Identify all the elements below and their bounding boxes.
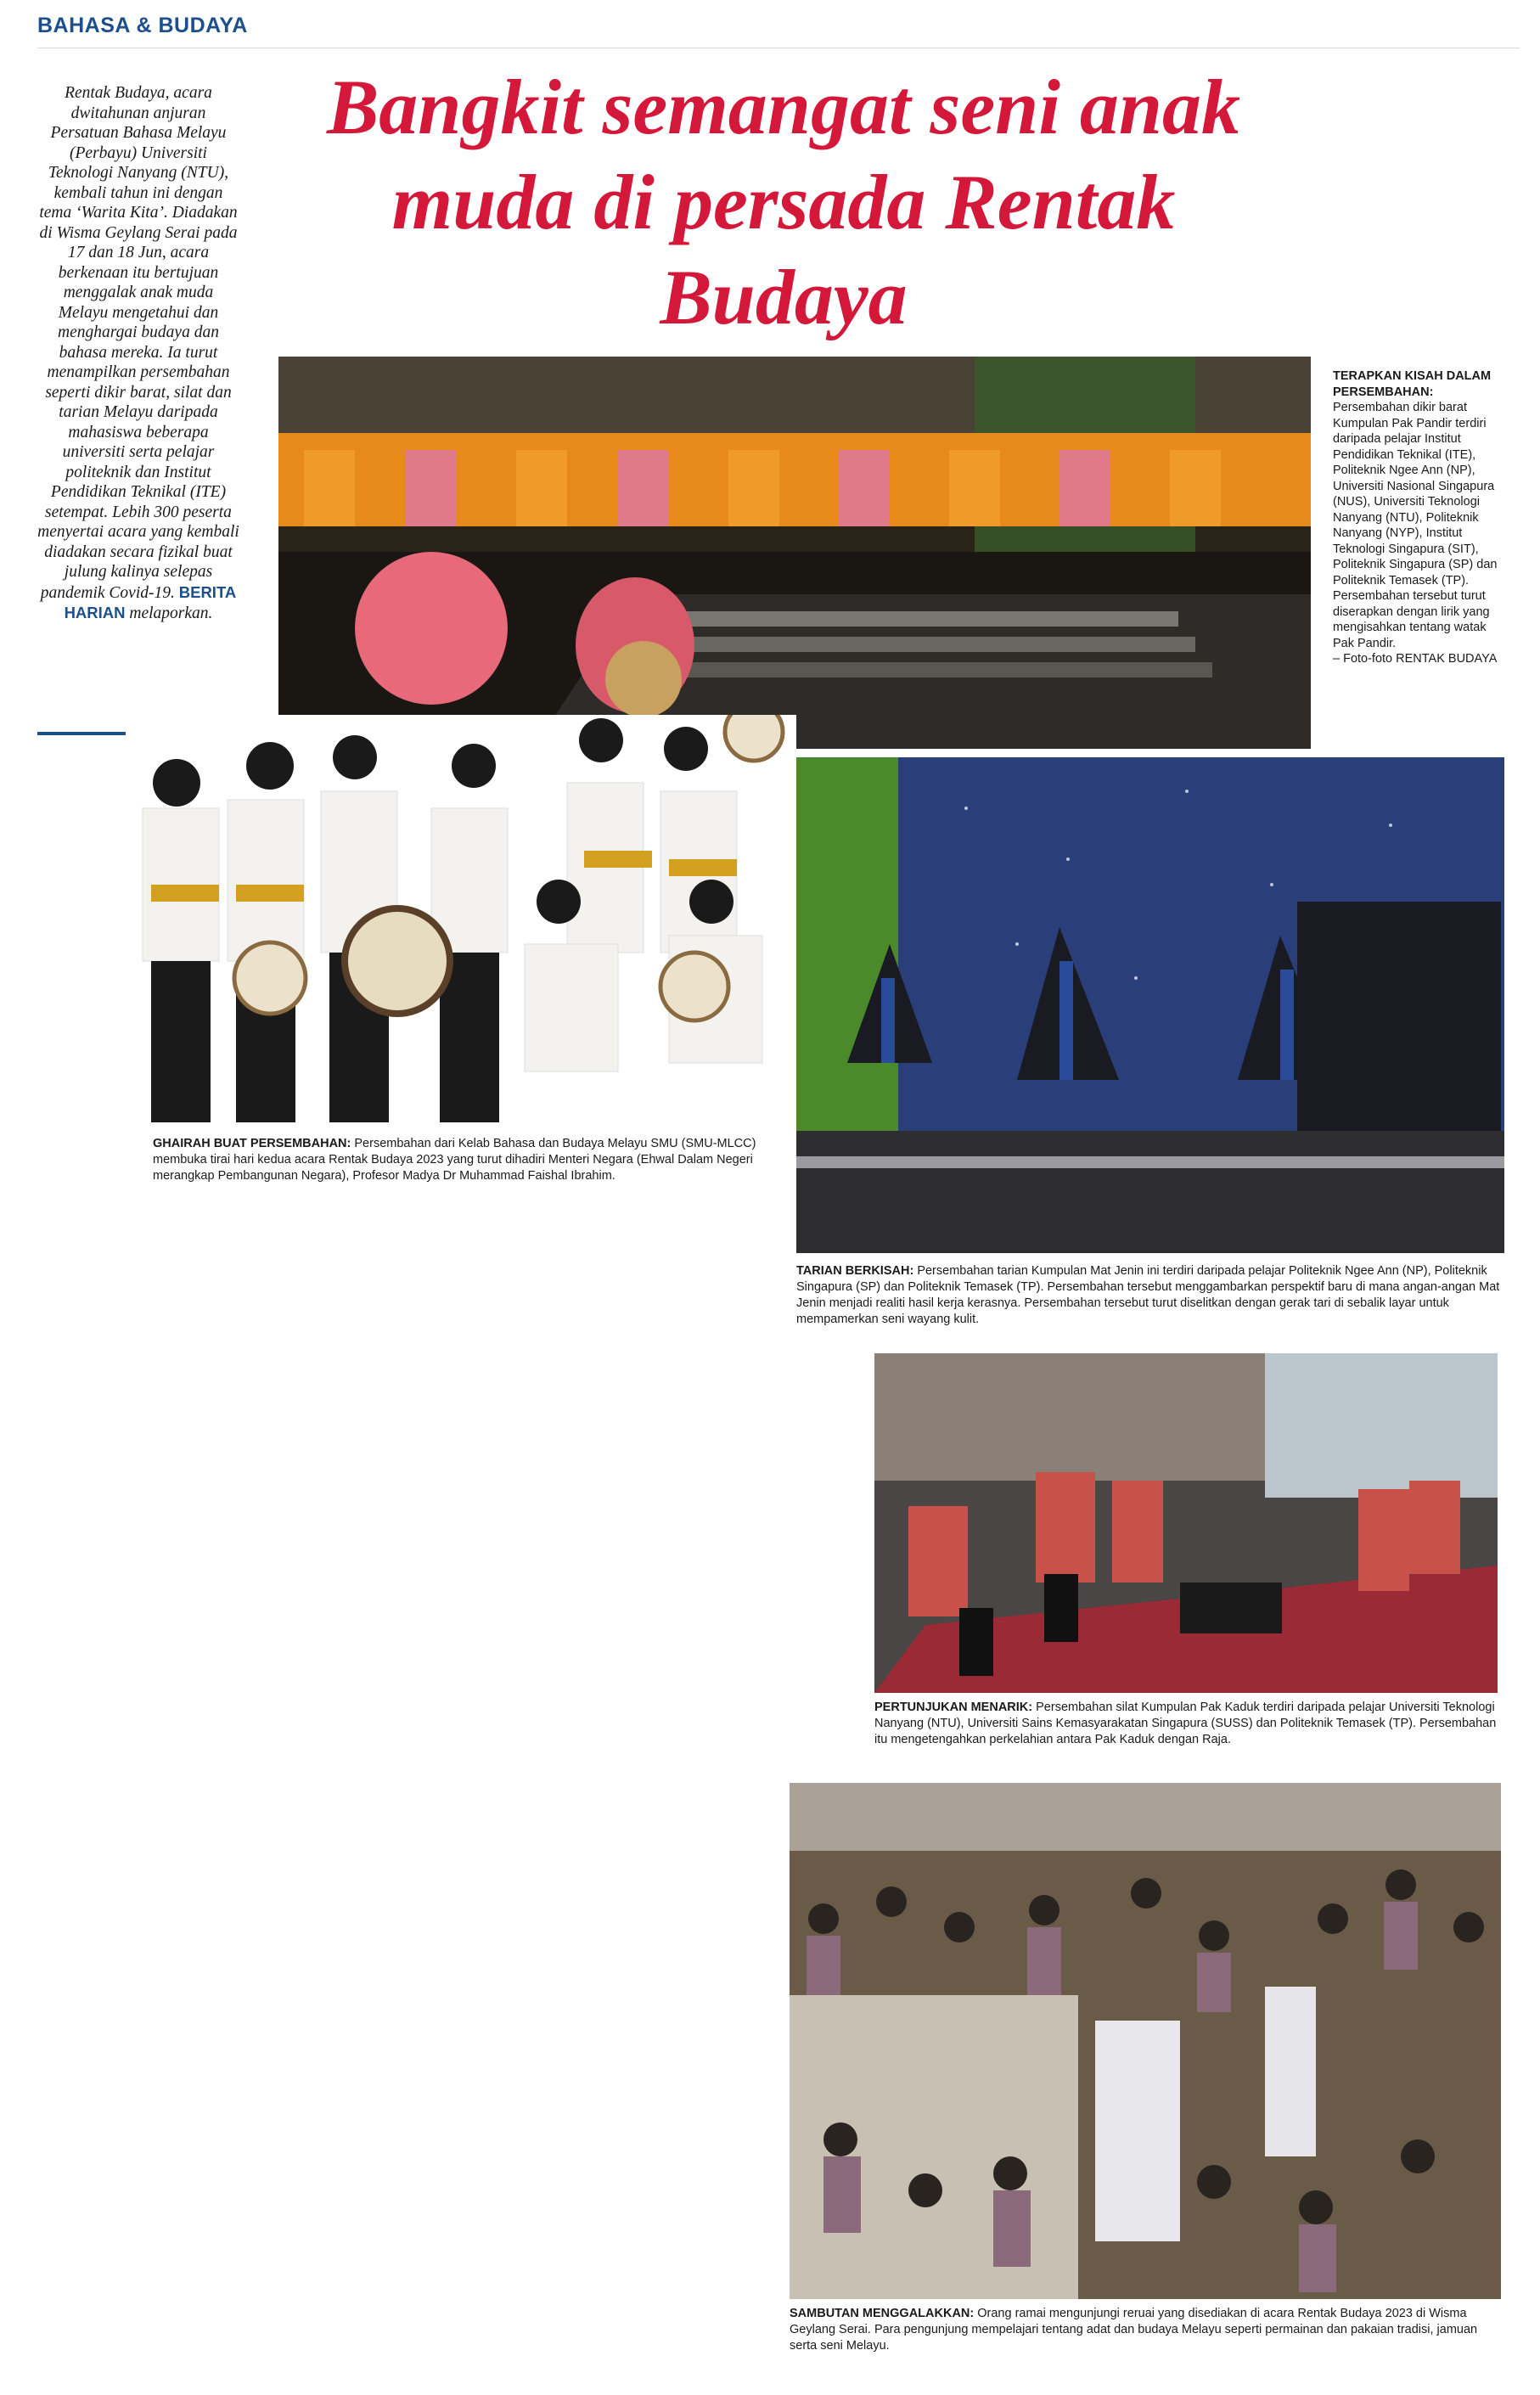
caption-body: Persembahan tarian Kumpulan Mat Jenin ini terdiri daripada pelajar Politeknik Ngee Ann (NP), Politeknik Singapura (SP) dan Politeknik Temasek (TP). Persembahan tersebut menggambarkan perspektif baru di mana angan-angan Mat Jenin menjadi realiti hasil kerja kerasnya. Persembahan tersebut turut diselitkan dengan gerak tari di sebalik layar untuk mempamerkan seni wayang kulit. [796, 1264, 1500, 1326]
caption-silat-pak-kaduk [874, 1700, 1499, 1748]
caption-head: TERAPKAN KISAH DALAM PERSEMBAHAN: [1333, 369, 1492, 399]
caption-body: Persembahan dari Kelab Bahasa dan Budaya Melayu SMU (SMU-MLCC) membuka tirai hari kedua acara Rentak Budaya 2023 yang turut dihadiri Menteri Negara (Ehwal Dalam Negeri merangkap Pembangunan Negara), Profesor Madya Dr Muhammad Faishal Ibrahim. [153, 1137, 756, 1183]
photo-silat-pak-kaduk [874, 1353, 1498, 1693]
caption-crowd-booths [790, 2306, 1503, 2354]
photo-crowd-booths [790, 1783, 1501, 2299]
lead-paragraph [37, 83, 239, 624]
lead-text: Rentak Budaya, acara dwitahunan anjuran Persatuan Bahasa Melayu (Perbayu) Universiti Teknologi Nanyang (NTU), kembali tahun ini dengan tema ‘Warita Kita’. Diadakan di Wisma Geylang Serai pada 17 dan 18 Jun, acara berkenaan itu bertujuan menggalak anak muda Melayu mengetahui dan menghargai budaya dan bahasa mereka. Ia turut menampilkan persembahan seperti dikir barat, silat dan tarian Melayu daripada mahasiswa beberapa universiti serta pelajar politeknik dan Institut Pendidikan Teknikal (ITE) setempat. Lebih 300 peserta menyertai acara yang kembali diadakan secara fizikal buat julung kalinya selepas pandemik Covid-19. [37, 84, 239, 602]
photo-credit: – Foto-foto RENTAK BUDAYA [1333, 652, 1498, 666]
caption-head: PERTUNJUKAN MENARIK: [874, 1701, 1033, 1714]
caption-body: Orang ramai mengunjungi reruai yang disediakan di acara Rentak Budaya 2023 di Wisma Geylang Serai. Para pengunjung mempelajari tentang adat dan budaya Melayu seperti permainan dan pakaian tradisi, jamuan serta seni Melayu. [790, 2307, 1478, 2353]
lead-brand: BERITA HARIAN [64, 582, 237, 621]
lead-tail: melaporkan. [129, 604, 213, 622]
photo-mat-jenin-dance [796, 757, 1504, 1253]
caption-dikir-barat [1333, 368, 1503, 667]
caption-mat-jenin-dance [796, 1263, 1501, 1328]
photo-dikir-barat [278, 357, 1311, 749]
caption-body: Persembahan silat Kumpulan Pak Kaduk terdiri daripada pelajar Universiti Teknologi Nanyang (NTU), Universiti Sains Kemasyarakatan Singapura (SUSS) dan Politeknik Temasek (TP). Persembahan itu mengetengahkan perkelahian antara Pak Kaduk dengan Raja. [874, 1701, 1497, 1746]
section-label: BAHASA & BUDAYA [37, 14, 248, 37]
headline: Bangkit semangat seni anak muda di persada Rentak Budaya [326, 64, 1241, 340]
photo-smu-group [126, 715, 796, 1126]
caption-body: Persembahan dikir barat Kumpulan Pak Pandir terdiri daripada pelajar Institut Pendidikan Teknikal (ITE), Politeknik Ngee Ann (NP), Universiti Nasional Singapura (NUS), Universiti Teknologi Nanyang (NTU), Politeknik Nanyang (NYP), Institut Teknologi Singapura (SIT), Politeknik Singapura (SP) dan Politeknik Temasek (TP). Persembahan tersebut turut diserapkan dengan lirik yang mengisahkan tentang watak Pak Pandir. [1333, 401, 1498, 650]
caption-head: TARIAN BERKISAH: [796, 1264, 914, 1278]
caption-head: GHAIRAH BUAT PERSEMBAHAN: [153, 1137, 351, 1150]
caption-smu-group [153, 1136, 773, 1184]
caption-head: SAMBUTAN MENGGALAKKAN: [790, 2307, 975, 2320]
